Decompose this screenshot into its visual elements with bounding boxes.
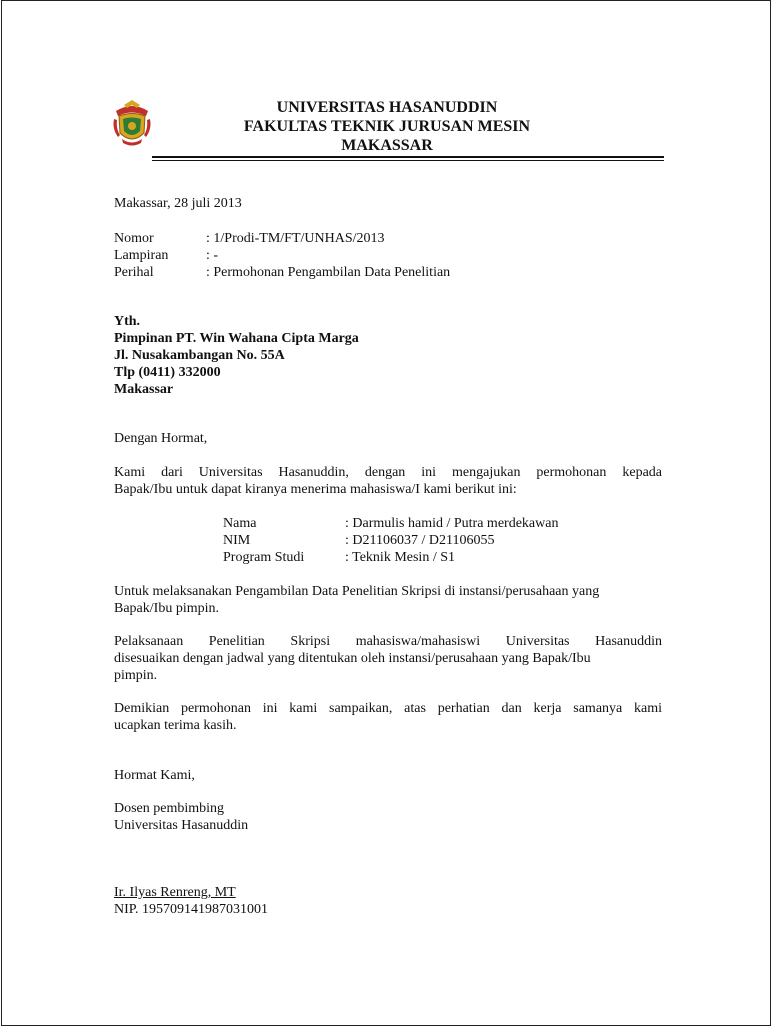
meta-value-perihal: : Permohonan Pengambilan Data Penelitian — [206, 265, 451, 280]
student-value-nama: : Darmulis hamid / Putra merdekawan — [345, 516, 559, 531]
student-label-prodi: Program Studi — [223, 550, 305, 565]
letterhead-city: MAKASSAR — [341, 137, 433, 154]
intro-line-1: Kami dari Universitas Hasanuddin, dengan ini mengajukan permohonan kepada — [114, 465, 662, 480]
closing: Hormat Kami, — [114, 768, 195, 783]
para2-line-1: Pelaksanaan Penelitian Skripsi mahasiswa/mahasiswi Universitas Hasanuddin — [114, 634, 662, 649]
letterhead — [152, 98, 622, 155]
recipient-yth: Yth. — [114, 314, 141, 329]
greeting: Dengan Hormat, — [114, 431, 208, 446]
recipient-address: Jl. Nusakambangan No. 55A — [114, 348, 285, 363]
recipient-phone: Tlp (0411) 332000 — [114, 365, 221, 380]
para2-line-2: disesuaikan dengan jadwal yang ditentukan oleh instansi/perusahaan yang Bapak/Ibu — [114, 651, 591, 666]
role-line-2: Universitas Hasanuddin — [114, 818, 249, 833]
letter-date: Makassar, 28 juli 2013 — [114, 196, 242, 211]
letterhead-rule-thick — [152, 156, 664, 158]
para1-line-1: Untuk melaksanakan Pengambilan Data Penelitian Skripsi di instansi/perusahaan yang — [114, 584, 600, 599]
signer-nip: NIP. 195709141987031001 — [114, 902, 269, 917]
para3-line-2: ucapkan terima kasih. — [114, 718, 237, 733]
letter-page — [1, 0, 771, 1026]
letterhead-university: UNIVERSITAS HASANUDDIN — [276, 99, 498, 116]
meta-value-lampiran: : - — [206, 248, 219, 263]
para2-line-3: pimpin. — [114, 668, 158, 683]
signer-name: Ir. Ilyas Renreng, MT — [114, 885, 236, 900]
meta-label-lampiran: Lampiran — [114, 248, 169, 263]
student-value-nim: : D21106037 / D21106055 — [345, 533, 495, 548]
recipient-city: Makassar — [114, 382, 174, 397]
university-logo — [110, 99, 154, 147]
letterhead-faculty: FAKULTAS TEKNIK JURUSAN MESIN — [243, 118, 531, 135]
para3-line-1: Demikian permohonan ini kami sampaikan, atas perhatian dan kerja samanya kami — [114, 701, 662, 716]
para1-line-2: Bapak/Ibu pimpin. — [114, 601, 219, 616]
meta-label-nomor: Nomor — [114, 231, 154, 246]
intro-line-2: Bapak/Ibu untuk dapat kiranya menerima mahasiswa/I kami berikut ini: — [114, 482, 517, 497]
student-label-nim: NIM — [223, 533, 251, 548]
recipient-name: Pimpinan PT. Win Wahana Cipta Marga — [114, 331, 359, 346]
student-label-nama: Nama — [223, 516, 257, 531]
student-value-prodi: : Teknik Mesin / S1 — [345, 550, 455, 565]
meta-label-perihal: Perihal — [114, 265, 154, 280]
letterhead-rule-thin — [152, 160, 664, 161]
role-line-1: Dosen pembimbing — [114, 801, 225, 816]
meta-value-nomor: : 1/Prodi-TM/FT/UNHAS/2013 — [206, 231, 385, 246]
